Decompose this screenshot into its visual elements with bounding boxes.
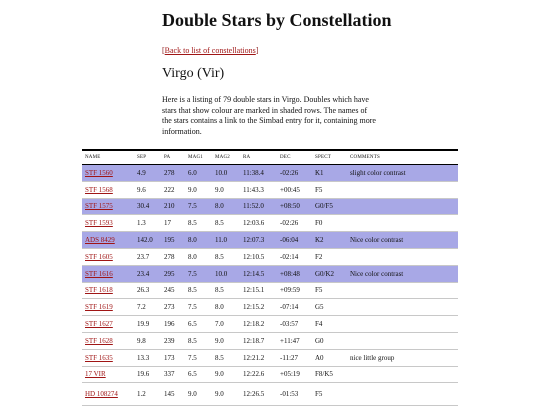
sep-cell: 142.0 (134, 232, 161, 249)
star-name-link[interactable]: HD 108274 (85, 389, 118, 398)
sep-cell: 19.9 (134, 316, 161, 333)
dec-cell: +08:50 (277, 198, 312, 215)
star-name-link[interactable]: STF 1616 (85, 269, 113, 278)
ra-cell: 12:18.7 (240, 332, 277, 349)
spect-cell: G5 (312, 299, 347, 316)
star-name-link[interactable]: STF 1627 (85, 320, 113, 329)
mag2-cell: 8.5 (212, 349, 240, 366)
sep-cell: 23.7 (134, 248, 161, 265)
star-name-cell (82, 265, 134, 282)
spect-cell: A0 (312, 349, 347, 366)
pa-cell: 295 (161, 265, 185, 282)
ra-cell: 12:10.5 (240, 248, 277, 265)
comments-cell (347, 282, 458, 299)
star-name-cell (82, 349, 134, 366)
star-name-cell (82, 181, 134, 198)
intro-text: Here is a listing of 79 double stars in Virgo. Doubles which have stars that show colour are marked in shaded rows. The names of the stars contains a link to the Simbad entry for it, containing more information. (162, 95, 376, 136)
spect-cell: G0 (312, 332, 347, 349)
dec-cell: -02:14 (277, 248, 312, 265)
sep-cell: 4.9 (134, 165, 161, 182)
star-name-link[interactable]: STF 1560 (85, 168, 113, 177)
pa-cell: 245 (161, 282, 185, 299)
table-row (82, 282, 458, 299)
ra-cell: 11:38.4 (240, 165, 277, 182)
pa-cell: 195 (161, 232, 185, 249)
star-name-link[interactable]: STF 1575 (85, 202, 113, 211)
dec-cell: +11:47 (277, 332, 312, 349)
spect-cell: G0/K2 (312, 265, 347, 282)
mag1-cell: 7.5 (185, 198, 212, 215)
ra-cell: 11:43.3 (240, 181, 277, 198)
star-name-cell (82, 299, 134, 316)
col-ra-header: RA (243, 155, 251, 160)
mag2-cell: 9.0 (212, 181, 240, 198)
sep-cell: 1.3 (134, 215, 161, 232)
back-to-constellations-link[interactable]: Back to list of constellations (164, 46, 256, 55)
comments-cell (347, 316, 458, 333)
mag1-cell: 7.5 (185, 299, 212, 316)
table-row (82, 232, 458, 249)
dec-cell: -11:27 (277, 349, 312, 366)
table-row (82, 265, 458, 282)
star-name-link[interactable]: STF 1619 (85, 303, 113, 312)
table-row (82, 181, 458, 198)
ra-cell: 12:03.6 (240, 215, 277, 232)
dec-cell: -07:14 (277, 299, 312, 316)
table-row (82, 299, 458, 316)
mag2-cell: 8.0 (212, 198, 240, 215)
mag1-cell: 6.5 (185, 366, 212, 383)
spect-cell: K2 (312, 232, 347, 249)
star-name-link[interactable]: ADS 8429 (85, 236, 115, 245)
spect-cell: G0/F5 (312, 198, 347, 215)
ra-cell: 12:26.5 (240, 383, 277, 406)
dec-cell: -06:04 (277, 232, 312, 249)
sep-cell: 9.8 (134, 332, 161, 349)
star-name-link[interactable]: STF 1618 (85, 286, 113, 295)
pa-cell: 239 (161, 332, 185, 349)
dec-cell: -01:53 (277, 383, 312, 406)
ra-cell: 12:14.5 (240, 265, 277, 282)
dec-cell: +00:45 (277, 181, 312, 198)
table-row (82, 316, 458, 333)
spect-cell: F0 (312, 215, 347, 232)
ra-cell: 12:18.2 (240, 316, 277, 333)
ra-cell: 12:15.2 (240, 299, 277, 316)
spect-cell: F2 (312, 248, 347, 265)
page-title: Double Stars by Constellation (162, 10, 392, 30)
pa-cell: 210 (161, 198, 185, 215)
table-header-row (82, 150, 458, 165)
mag1-cell: 9.0 (185, 181, 212, 198)
col-spect-header: SPECT (315, 155, 332, 160)
spect-cell: F5 (312, 282, 347, 299)
spect-cell: F5 (312, 383, 347, 406)
mag1-cell: 8.0 (185, 232, 212, 249)
mag1-cell: 6.0 (185, 165, 212, 182)
col-name-header: NAME (85, 155, 101, 160)
comments-cell (347, 332, 458, 349)
dec-cell: -03:57 (277, 316, 312, 333)
pa-cell: 273 (161, 299, 185, 316)
star-name-link[interactable]: STF 1593 (85, 219, 113, 228)
star-name-cell (82, 332, 134, 349)
mag2-cell: 9.0 (212, 332, 240, 349)
star-name-link[interactable]: STF 1628 (85, 336, 113, 345)
pa-cell: 145 (161, 383, 185, 406)
mag2-cell: 8.5 (212, 282, 240, 299)
mag1-cell: 8.5 (185, 332, 212, 349)
col-pa-header: PA (164, 155, 171, 160)
comments-cell (347, 383, 458, 406)
comments-cell: slight color contrast (347, 165, 458, 182)
ra-cell: 12:15.1 (240, 282, 277, 299)
comments-cell: Nice color contrast (347, 232, 458, 249)
mag2-cell: 7.0 (212, 316, 240, 333)
double-stars-table-wrapper (82, 149, 458, 406)
star-name-link[interactable]: STF 1568 (85, 185, 113, 194)
star-name-cell (82, 383, 134, 406)
mag2-cell: 9.0 (212, 383, 240, 406)
pa-cell: 278 (161, 248, 185, 265)
table-row (82, 366, 458, 383)
dec-cell: +05:19 (277, 366, 312, 383)
mag2-cell: 10.0 (212, 265, 240, 282)
col-sep-header: SEP (137, 155, 147, 160)
dec-cell: +08:48 (277, 265, 312, 282)
mag2-cell: 11.0 (212, 232, 240, 249)
mag1-cell: 9.0 (185, 383, 212, 406)
sep-cell: 26.3 (134, 282, 161, 299)
col-comments-header: COMMENTS (350, 155, 380, 160)
mag2-cell: 9.0 (212, 366, 240, 383)
star-name-link[interactable]: 17 VIR (85, 370, 106, 379)
sep-cell: 19.6 (134, 366, 161, 383)
table-row (82, 332, 458, 349)
constellation-heading: Virgo (Vir) (162, 66, 225, 81)
mag2-cell: 10.0 (212, 165, 240, 182)
spect-cell: F4 (312, 316, 347, 333)
back-link-wrapper: [Back to list of constellations] (162, 46, 259, 55)
spect-cell: F8/K5 (312, 366, 347, 383)
pa-cell: 17 (161, 215, 185, 232)
comments-cell (347, 299, 458, 316)
pa-cell: 337 (161, 366, 185, 383)
star-name-cell (82, 232, 134, 249)
table-row (82, 349, 458, 366)
pa-cell: 278 (161, 165, 185, 182)
ra-cell: 12:22.6 (240, 366, 277, 383)
dec-cell: -02:26 (277, 215, 312, 232)
sep-cell: 9.6 (134, 181, 161, 198)
mag1-cell: 7.5 (185, 349, 212, 366)
sep-cell: 1.2 (134, 383, 161, 406)
comments-cell: Nice color contrast (347, 265, 458, 282)
spect-cell: K1 (312, 165, 347, 182)
table-row (82, 165, 458, 182)
comments-cell: nice little group (347, 349, 458, 366)
sep-cell: 7.2 (134, 299, 161, 316)
table-row (82, 198, 458, 215)
mag1-cell: 8.5 (185, 215, 212, 232)
sep-cell: 13.3 (134, 349, 161, 366)
comments-cell (347, 198, 458, 215)
col-mag2-header: MAG2 (215, 155, 230, 160)
star-name-cell (82, 215, 134, 232)
star-name-cell (82, 366, 134, 383)
pa-cell: 222 (161, 181, 185, 198)
mag2-cell: 8.0 (212, 299, 240, 316)
comments-cell (347, 181, 458, 198)
dec-cell: +09:59 (277, 282, 312, 299)
sep-cell: 30.4 (134, 198, 161, 215)
mag1-cell: 8.0 (185, 248, 212, 265)
table-row (82, 215, 458, 232)
pa-cell: 196 (161, 316, 185, 333)
star-name-cell (82, 248, 134, 265)
mag1-cell: 6.5 (185, 316, 212, 333)
star-name-cell (82, 316, 134, 333)
star-name-cell (82, 198, 134, 215)
table-row (82, 383, 458, 406)
ra-cell: 11:52.0 (240, 198, 277, 215)
pa-cell: 173 (161, 349, 185, 366)
col-mag1-header: MAG1 (188, 155, 203, 160)
dec-cell: -02:26 (277, 165, 312, 182)
sep-cell: 23.4 (134, 265, 161, 282)
double-stars-table (82, 149, 458, 406)
comments-cell (347, 366, 458, 383)
mag2-cell: 8.5 (212, 248, 240, 265)
ra-cell: 12:07.3 (240, 232, 277, 249)
mag1-cell: 7.5 (185, 265, 212, 282)
star-name-link[interactable]: STF 1605 (85, 252, 113, 261)
star-name-cell (82, 165, 134, 182)
comments-cell (347, 215, 458, 232)
ra-cell: 12:21.2 (240, 349, 277, 366)
spect-cell: F5 (312, 181, 347, 198)
table-body (82, 165, 458, 406)
mag1-cell: 8.5 (185, 282, 212, 299)
table-row (82, 248, 458, 265)
comments-cell (347, 248, 458, 265)
col-dec-header: DEC (280, 155, 291, 160)
mag2-cell: 8.5 (212, 215, 240, 232)
star-name-link[interactable]: STF 1635 (85, 353, 113, 362)
star-name-cell (82, 282, 134, 299)
